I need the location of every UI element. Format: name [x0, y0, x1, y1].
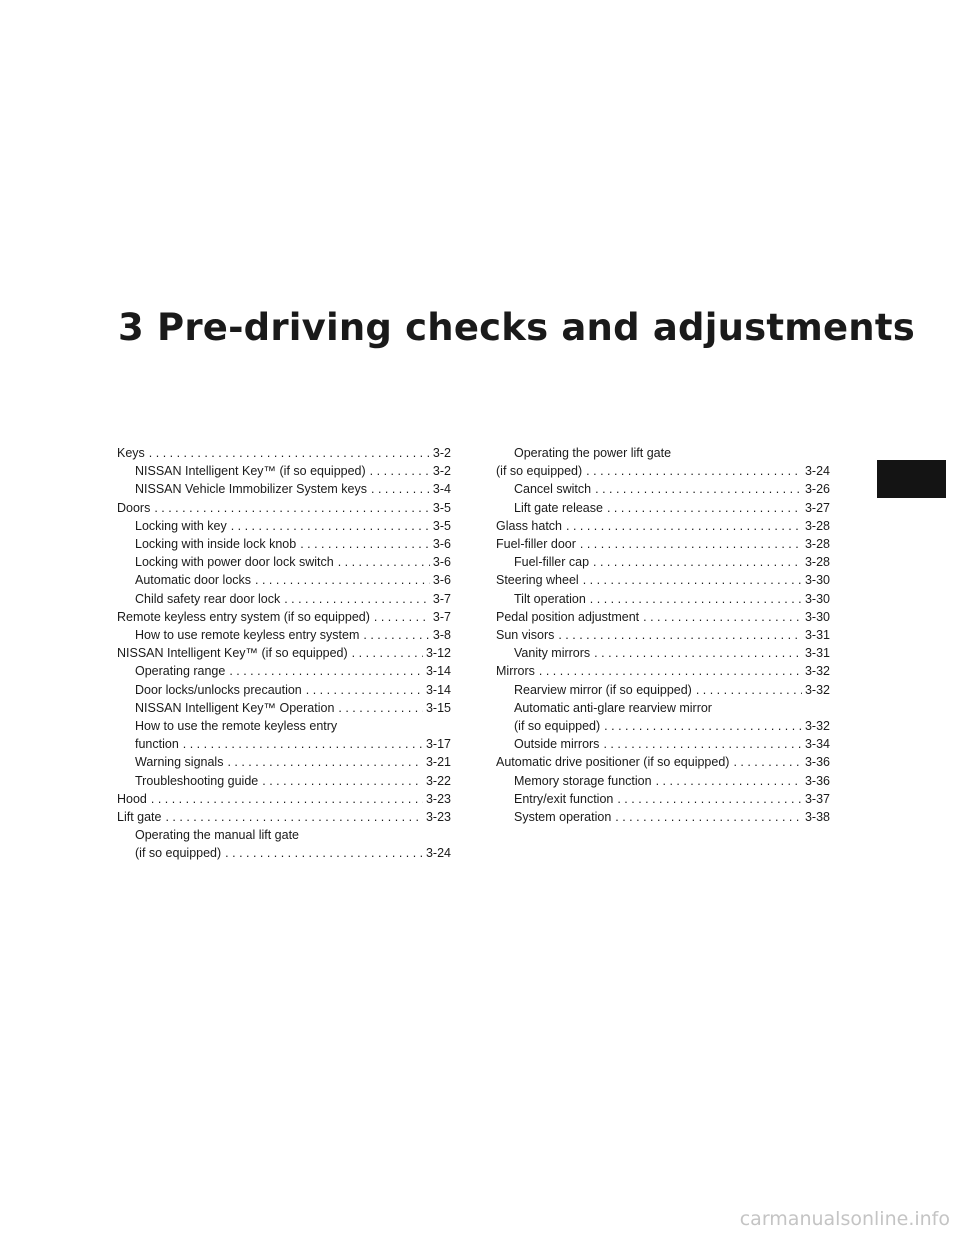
- toc-label-line1: Operating the manual lift gate: [135, 828, 299, 843]
- toc-entry-tilt-operation[interactable]: [496, 590, 830, 608]
- toc-page: 3-23: [425, 791, 451, 806]
- leader-dots: [363, 626, 430, 644]
- toc-page: 3-6: [432, 537, 451, 552]
- toc-entry-inside-lock-knob[interactable]: [117, 535, 451, 553]
- watermark: carmanualsonline.info: [739, 1208, 950, 1230]
- leader-dots: [566, 517, 802, 535]
- toc-label: Fuel-filler cap: [514, 555, 590, 570]
- toc-label: Door locks/unlocks precaution: [135, 682, 302, 697]
- toc-entry-drive-positioner[interactable]: [496, 753, 830, 771]
- toc-label: Sun visors: [496, 628, 555, 643]
- toc-page: 3-14: [425, 664, 451, 679]
- toc-label: Automatic door locks: [135, 573, 252, 588]
- toc-label: NISSAN Vehicle Immobilizer System keys: [135, 482, 368, 497]
- toc-label: NISSAN Intelligent Key™ (if so equipped): [135, 464, 366, 479]
- leader-dots: [154, 499, 430, 517]
- toc-page: 3-32: [804, 719, 830, 734]
- toc-page: 3-38: [804, 810, 830, 825]
- toc-entry-manual-lift-gate[interactable]: [117, 826, 451, 862]
- toc-label: Tilt operation: [514, 591, 586, 606]
- toc-label-line2: function: [135, 737, 179, 752]
- toc-entry-doors[interactable]: [117, 499, 451, 517]
- toc-entry-immobilizer-keys[interactable]: [117, 480, 451, 498]
- leader-dots: [617, 790, 802, 808]
- toc-page: 3-22: [425, 773, 451, 788]
- toc-page: 3-2: [432, 464, 451, 479]
- toc-page: 3-4: [432, 482, 451, 497]
- toc-label: Locking with inside lock knob: [135, 537, 297, 552]
- toc-label: Hood: [117, 791, 147, 806]
- toc-label: Doors: [117, 500, 151, 515]
- toc-label: Pedal position adjustment: [496, 609, 640, 624]
- toc-label: Lift gate: [117, 810, 162, 825]
- toc-page: 3-34: [804, 737, 830, 752]
- toc-entry-hood[interactable]: [117, 790, 451, 808]
- toc-page: 3-14: [425, 682, 451, 697]
- toc-page: 3-17: [425, 737, 451, 752]
- toc-label: Rearview mirror (if so equipped): [514, 682, 692, 697]
- toc-page: 3-12: [425, 646, 451, 661]
- leader-dots: [580, 535, 802, 553]
- toc-entry-line2: [496, 462, 830, 480]
- toc-label-line2: (if so equipped): [135, 846, 222, 861]
- leader-dots: [643, 608, 802, 626]
- toc-entry-sun-visors[interactable]: [496, 626, 830, 644]
- toc-entry-door-locks-precaution[interactable]: [117, 681, 451, 699]
- leader-dots: [225, 844, 423, 862]
- toc-page: 3-5: [432, 500, 451, 515]
- toc-page: 3-30: [804, 609, 830, 624]
- toc-label: Lift gate release: [514, 500, 603, 515]
- toc-label: NISSAN Intelligent Key™ (if so equipped): [117, 646, 348, 661]
- toc-page: 3-21: [425, 755, 451, 770]
- toc-page: 3-28: [804, 518, 830, 533]
- toc-entry-intelligent-key-section[interactable]: [117, 644, 451, 662]
- toc-label: Remote keyless entry system (if so equipped): [117, 609, 370, 624]
- toc-page: 3-8: [432, 628, 451, 643]
- toc-entry-intelligent-key[interactable]: [117, 462, 451, 480]
- toc-entry-fuel-filler-cap[interactable]: [496, 553, 830, 571]
- leader-dots: [338, 553, 430, 571]
- leader-dots: [539, 662, 802, 680]
- leader-dots: [583, 571, 802, 589]
- leader-dots: [165, 808, 422, 826]
- leader-dots: [227, 753, 423, 771]
- leader-dots: [255, 571, 430, 589]
- toc-entry-anti-glare-mirror[interactable]: [496, 699, 830, 735]
- toc-label: Warning signals: [135, 755, 224, 770]
- toc-label: Keys: [117, 446, 145, 460]
- toc-entry-memory-storage[interactable]: [496, 772, 830, 790]
- toc-entry-child-safety-lock[interactable]: [117, 590, 451, 608]
- toc-entry-entry-exit[interactable]: [496, 790, 830, 808]
- toc-label: Entry/exit function: [514, 791, 614, 806]
- toc-entry-troubleshooting[interactable]: [117, 772, 451, 790]
- leader-dots: [593, 553, 802, 571]
- toc-column-left: [117, 444, 451, 863]
- leader-dots: [352, 644, 423, 662]
- toc-page: 3-37: [804, 791, 830, 806]
- toc-entry-pedal-position[interactable]: [496, 608, 830, 626]
- leader-dots: [607, 499, 802, 517]
- toc-entry-warning-signals[interactable]: [117, 753, 451, 771]
- chapter-tab-marker: [877, 460, 946, 498]
- leader-dots: [300, 535, 430, 553]
- leader-dots: [696, 681, 802, 699]
- toc-label: Glass hatch: [496, 518, 563, 533]
- toc-page: 3-28: [804, 537, 830, 552]
- toc-page: 3-31: [804, 646, 830, 661]
- toc-entry-line2: [135, 844, 451, 862]
- leader-dots: [374, 608, 430, 626]
- toc-page: 3-31: [804, 628, 830, 643]
- toc-page: 3-26: [804, 482, 830, 497]
- leader-dots: [594, 644, 802, 662]
- toc-page: 3-36: [804, 755, 830, 770]
- leader-dots: [231, 517, 430, 535]
- toc-entry-power-door-lock-switch[interactable]: [117, 553, 451, 571]
- toc-entry-keys[interactable]: [117, 444, 451, 462]
- toc-entry-line2: [135, 735, 451, 753]
- toc-page: 3-30: [804, 591, 830, 606]
- toc-page: 3-24: [804, 464, 830, 479]
- toc-label-line1: How to use the remote keyless entry: [135, 719, 338, 734]
- toc-entry-how-to-use-keyless[interactable]: [117, 626, 451, 644]
- leader-dots: [370, 462, 430, 480]
- toc-entry-mirrors[interactable]: [496, 662, 830, 680]
- toc-entry-intelligent-key-operation[interactable]: [117, 699, 451, 717]
- leader-dots: [284, 590, 430, 608]
- toc-label: NISSAN Intelligent Key™ Operation: [135, 700, 335, 715]
- leader-dots: [306, 681, 423, 699]
- leader-dots: [183, 735, 423, 753]
- toc-entry-locking-with-key[interactable]: [117, 517, 451, 535]
- leader-dots: [604, 717, 802, 735]
- toc-page: 3-23: [425, 810, 451, 825]
- leader-dots: [595, 480, 802, 498]
- toc-label-line2: (if so equipped): [514, 719, 601, 734]
- toc-label: Vanity mirrors: [514, 646, 591, 661]
- toc-entry-glass-hatch[interactable]: [496, 517, 830, 535]
- toc-label-line1: Operating the power lift gate: [514, 446, 672, 460]
- toc-page: 3-36: [804, 773, 830, 788]
- toc-label: Outside mirrors: [514, 737, 600, 752]
- toc-page: 3-27: [804, 500, 830, 515]
- toc-page: 3-7: [432, 591, 451, 606]
- toc-entry-power-lift-gate[interactable]: [496, 444, 830, 480]
- toc-column-right: [496, 444, 830, 826]
- toc-label: System operation: [514, 810, 612, 825]
- leader-dots: [149, 444, 430, 462]
- leader-dots: [229, 662, 423, 680]
- toc-label: Operating range: [135, 664, 226, 679]
- leader-dots: [586, 462, 802, 480]
- toc-entry-line2: [514, 717, 830, 735]
- leader-dots: [733, 753, 802, 771]
- toc-page: 3-32: [804, 682, 830, 697]
- toc-label: Memory storage function: [514, 773, 652, 788]
- toc-entry-outside-mirrors[interactable]: [496, 735, 830, 753]
- toc-page: 3-5: [432, 518, 451, 533]
- toc-page: 3-2: [432, 446, 451, 460]
- toc-page: 3-30: [804, 573, 830, 588]
- toc-page: 3-24: [425, 846, 451, 861]
- toc-page: 3-6: [432, 573, 451, 588]
- toc-label: Child safety rear door lock: [135, 591, 281, 606]
- toc-label: Cancel switch: [514, 482, 592, 497]
- toc-label: Steering wheel: [496, 573, 579, 588]
- toc-entry-vanity-mirrors[interactable]: [496, 644, 830, 662]
- toc-entry-remote-keyless-entry[interactable]: [117, 608, 451, 626]
- toc-entry-system-operation[interactable]: [496, 808, 830, 826]
- toc-entry-operating-range[interactable]: [117, 662, 451, 680]
- leader-dots: [371, 480, 430, 498]
- toc-label: Automatic drive positioner (if so equipped): [496, 755, 730, 770]
- leader-dots: [590, 590, 802, 608]
- leader-dots: [615, 808, 802, 826]
- chapter-title: 3 Pre-driving checks and adjustments: [118, 306, 915, 349]
- toc-entry-fuel-filler-door[interactable]: [496, 535, 830, 553]
- toc-label: Mirrors: [496, 664, 535, 679]
- toc-page: 3-28: [804, 555, 830, 570]
- toc-entry-rearview-mirror[interactable]: [496, 681, 830, 699]
- toc-entry-steering-wheel[interactable]: [496, 571, 830, 589]
- toc-page: 3-15: [425, 700, 451, 715]
- toc-label: How to use remote keyless entry system: [135, 628, 360, 643]
- leader-dots: [338, 699, 423, 717]
- leader-dots: [262, 772, 423, 790]
- toc-label-line1: Automatic anti-glare rearview mirror: [514, 700, 712, 715]
- toc-page: 3-6: [432, 555, 451, 570]
- toc-label: Fuel-filler door: [496, 537, 576, 552]
- toc-entry-cancel-switch[interactable]: [496, 480, 830, 498]
- toc-entry-how-to-use-remote-function[interactable]: [117, 717, 451, 753]
- leader-dots: [603, 735, 802, 753]
- toc-label: Troubleshooting guide: [135, 773, 259, 788]
- toc-entry-automatic-door-locks[interactable]: [117, 571, 451, 589]
- leader-dots: [558, 626, 802, 644]
- leader-dots: [151, 790, 423, 808]
- toc-label: Locking with power door lock switch: [135, 555, 334, 570]
- toc-entry-lift-gate[interactable]: [117, 808, 451, 826]
- toc-label-line2: (if so equipped): [496, 464, 583, 479]
- toc-entry-lift-gate-release[interactable]: [496, 499, 830, 517]
- toc-page: 3-7: [432, 609, 451, 624]
- toc-page: 3-32: [804, 664, 830, 679]
- toc-label: Locking with key: [135, 518, 227, 533]
- leader-dots: [656, 772, 802, 790]
